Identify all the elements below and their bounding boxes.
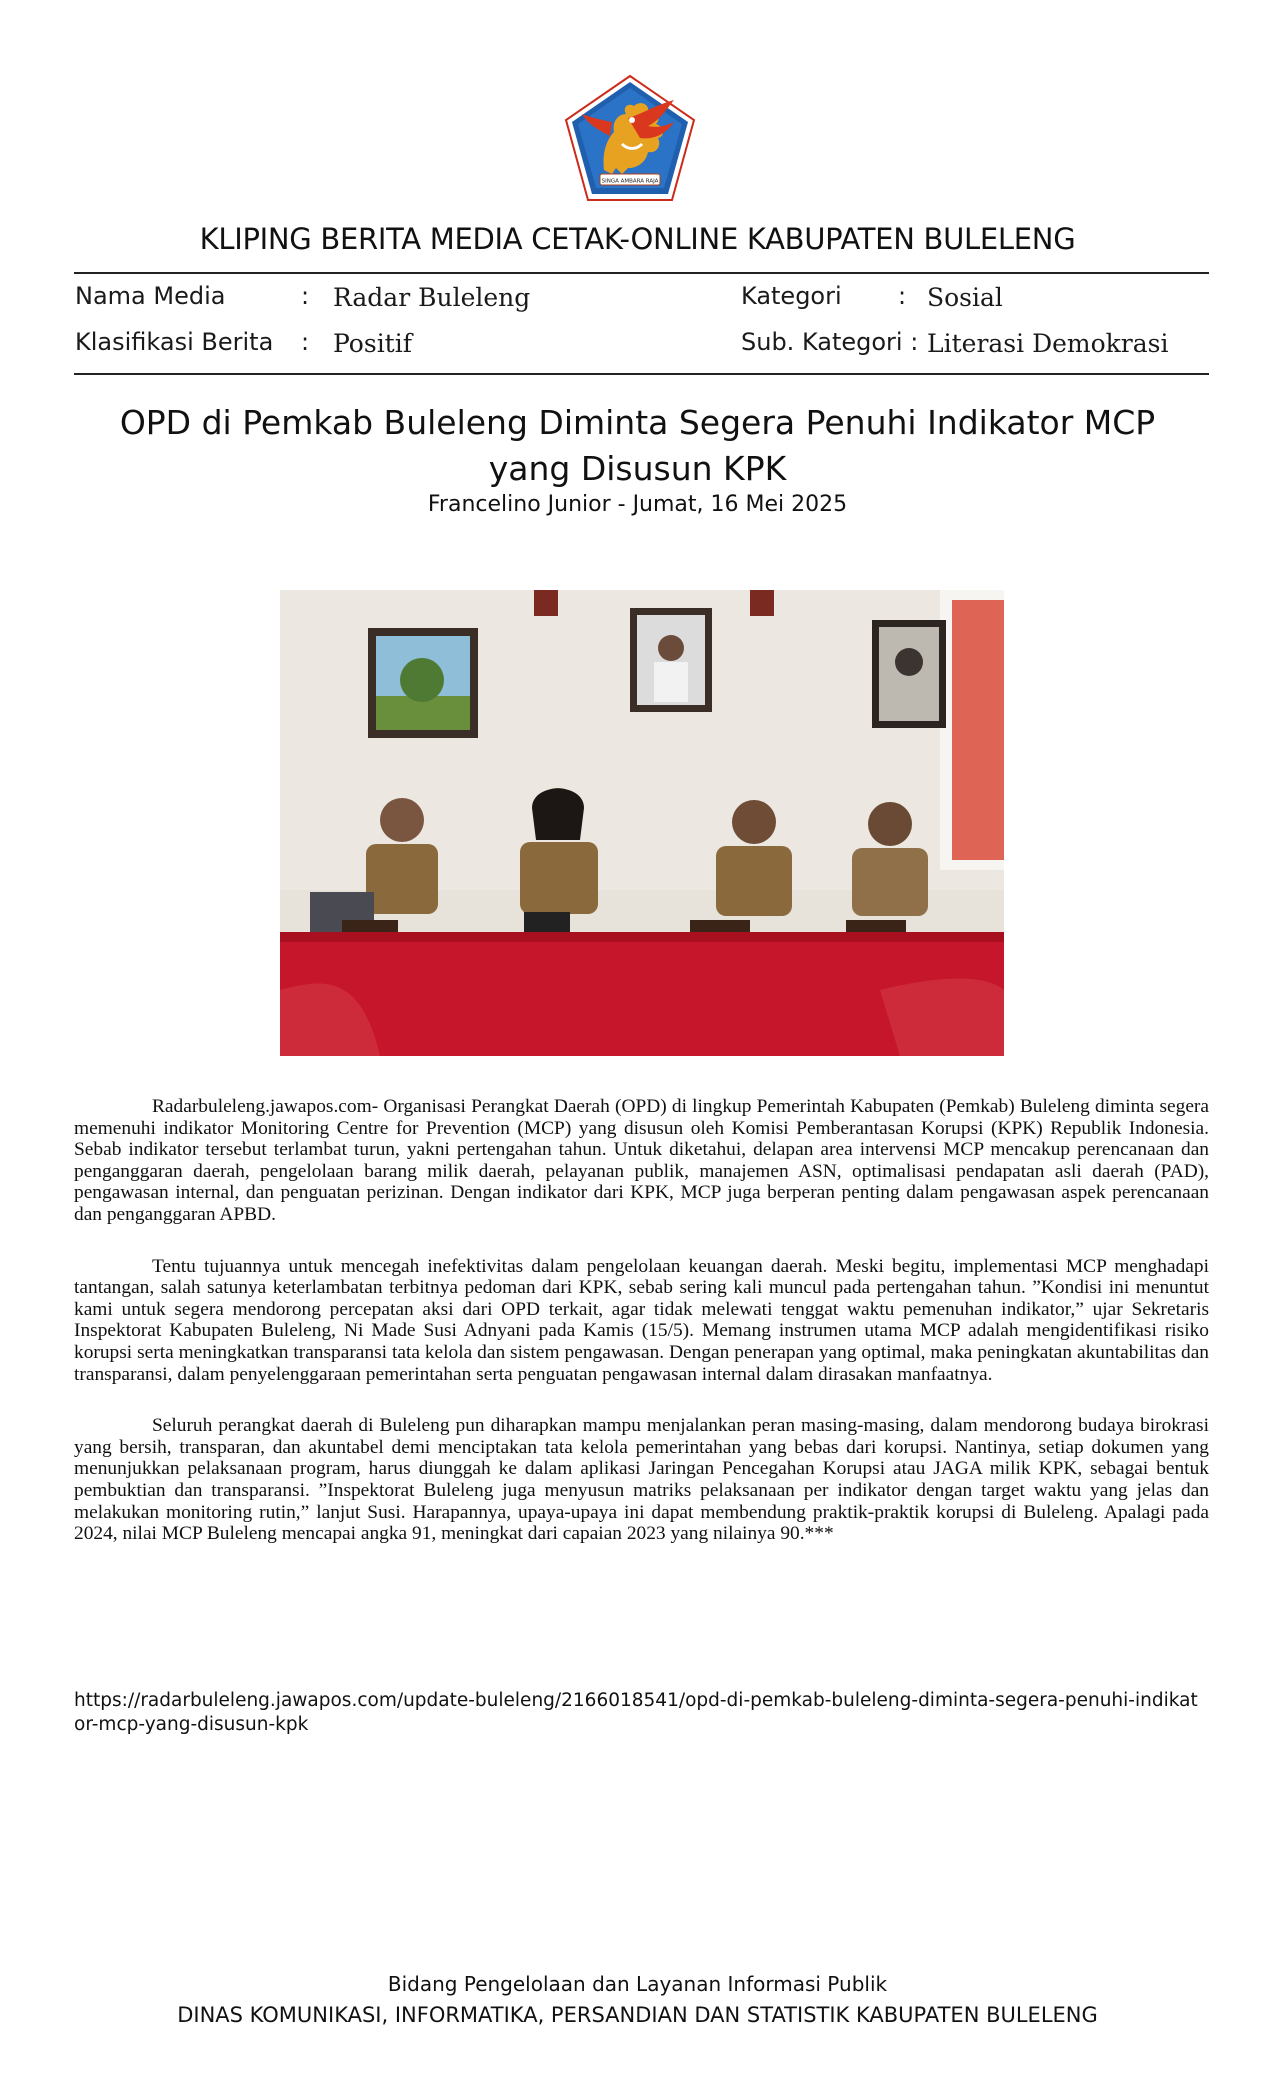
news-classification-value: Positif <box>333 329 412 358</box>
subcategory-value: Literasi Demokrasi <box>927 329 1169 358</box>
category-colon: : <box>898 282 907 310</box>
logo-motto: SINGA AMBARA RAJA <box>601 178 659 185</box>
media-name-colon: : <box>301 282 310 310</box>
source-url-link[interactable]: https://radarbuleleng.jawapos.com/update-buleleng/2166018541/opd-di-pemkab-buleleng-diminta-segera-penuhi-indikator-mcp-yang-disusun-kpk <box>74 1690 1198 1735</box>
article-photo <box>280 590 1004 1056</box>
clipping-header-title: KLIPING BERITA MEDIA CETAK-ONLINE KABUPATEN BULELENG <box>199 222 1076 256</box>
article-title: OPD di Pemkab Buleleng Diminta Segera Penuhi Indikator MCP yang Disusun KPK <box>119 403 1156 488</box>
footer-division: Bidang Pengelolaan dan Layanan Informasi Publik <box>387 1972 888 1996</box>
header-divider-top <box>74 272 1209 274</box>
media-name-value: Radar Buleleng <box>333 283 531 312</box>
footer-agency: DINAS KOMUNIKASI, INFORMATIKA, PERSANDIAN DAN STATISTIK KABUPATEN BULELENG <box>177 2003 1098 2027</box>
article-byline: Francelino Junior - Jumat, 16 Mei 2025 <box>427 492 848 517</box>
category-label: Kategori <box>741 282 842 310</box>
article-body <box>74 1096 1209 1575</box>
article-paragraph: Radarbuleleng.jawapos.com- Organisasi Perangkat Daerah (OPD) di lingkup Pemerintah Kabupaten (Pemkab) Buleleng diminta segera memenuhi indikator Monitoring Centre for Prevention (MCP) yang disusun oleh Komisi Pemberantasan Korupsi (KPK) Republik Indonesia. Sebab indikator tersebut terlambat turun, yakni pertengahan tahun. Untuk diketahui, delapan area intervensi MCP mencakup perencanaan dan penganggaran daerah, pengelolaan barang milik daerah, pelayanan publik, manajemen ASN, optimalisasi pendapatan asli daerah (PAD), pengawasan internal, dan penguatan perizinan. Dengan indikator dari KPK, MCP juga berperan penting dalam pengawasan aspek perencanaan dan penganggaran APBD. <box>74 1096 1209 1225</box>
article-paragraph: Tentu tujuannya untuk mencegah inefektivitas dalam pengelolaan keuangan daerah. Meski begitu, implementasi MCP menghadapi tantangan, salah satunya keterlambatan terbitnya pedoman dari KPK, sebab sering kali muncul pada pertengahan tahun. ”Kondisi ini menuntut kami untuk segera mendorong percepatan aksi dari OPD terkait, agar tidak melewati tenggat waktu pemenuhan indikator,” ujar Sekretaris Inspektorat Kabupaten Buleleng, Ni Made Susi Adnyani pada Kamis (15/5). Memang instrumen utama MCP adalah mengidentifikasi risiko korupsi serta meningkatkan transparansi tata kelola dan sistem pengawasan. Dengan penerapan yang optimal, maka peningkatan akuntabilitas dan transparansi, dalam penyelenggaraan pemerintahan serta penguatan pengawasan internal dalam dirasakan manfaatnya. <box>74 1255 1209 1385</box>
media-name-label: Nama Media <box>75 282 226 310</box>
buleleng-regency-logo <box>562 74 698 202</box>
header-divider-bottom <box>74 373 1209 375</box>
category-value: Sosial <box>927 283 1003 312</box>
article-paragraph: Seluruh perangkat daerah di Buleleng pun diharapkan mampu menjalankan peran masing-masing, dalam mendorong budaya birokrasi yang bersih, transparan, dan akuntabel demi menciptakan tata kelola pemerintahan yang bebas dari korupsi. Nantinya, setiap dokumen yang menunjukkan pelaksanaan program, harus diunggah ke dalam aplikasi Jaringan Pencegahan Korupsi atau JAGA milik KPK, sebagai bentuk pembuktian dan transparansi. ”Inspektorat Buleleng juga menyusun matriks pelaksanaan per indikator dengan target waktu yang jelas dan melakukan monitoring rutin,” lanjut Susi. Harapannya, upaya-upaya ini dapat membendung praktik-praktik korupsi di Buleleng. Apalagi pada 2024, nilai MCP Buleleng mencapai angka 91, meningkat dari capaian 2023 yang nilainya 90.*** <box>74 1415 1209 1545</box>
news-classification-label: Klasifikasi Berita <box>75 328 274 356</box>
subcategory-label: Sub. Kategori : <box>741 328 919 356</box>
news-classification-colon: : <box>301 328 310 356</box>
